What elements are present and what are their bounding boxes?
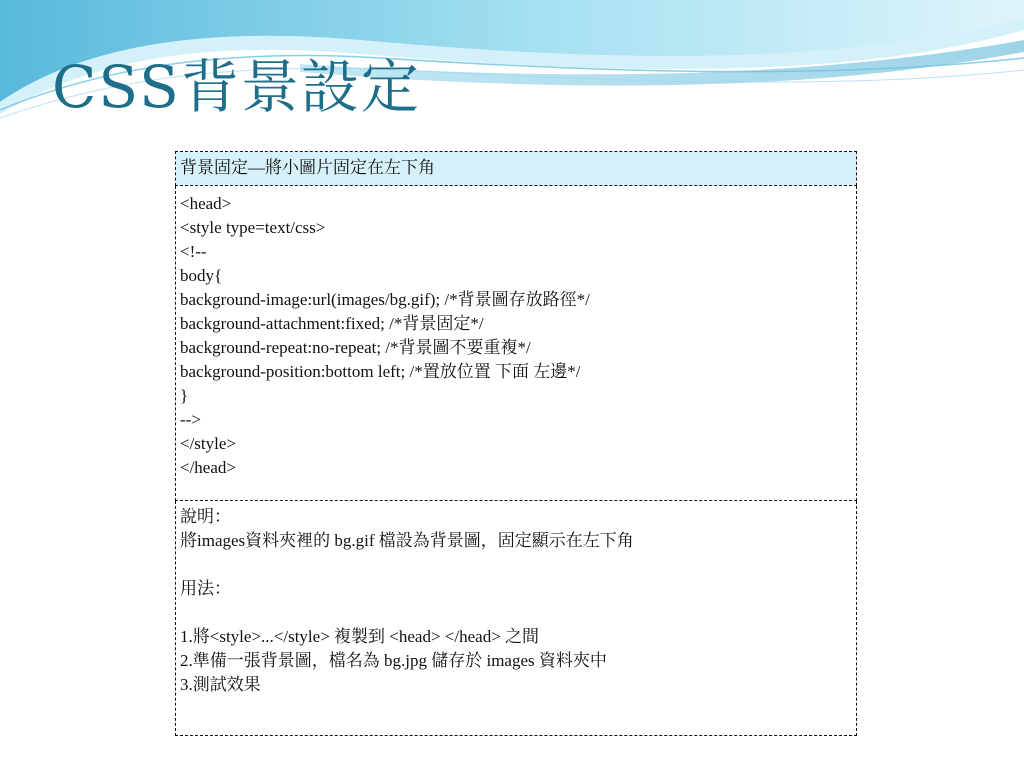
code-line: <head>	[180, 194, 232, 213]
table-header-cell	[176, 152, 857, 186]
code-row	[176, 186, 857, 501]
note-line: 用法：	[180, 579, 231, 598]
code-line: <!--	[180, 242, 207, 261]
note-line: 3.測試效果	[180, 675, 261, 694]
code-line: </head>	[180, 458, 236, 477]
code-line: background-position:bottom left; /*置放位置 下面 左邊*/	[180, 362, 581, 381]
code-block	[176, 186, 857, 501]
code-line: background-attachment:fixed; /*背景固定*/	[180, 314, 484, 333]
slide-title: CSS背景設定	[52, 53, 421, 121]
code-line: -->	[180, 410, 201, 429]
code-line: background-repeat:no-repeat; /*背景圖不要重複*/	[180, 338, 531, 357]
code-line: <style type=text/css>	[180, 218, 326, 237]
note-block	[176, 501, 857, 736]
table-header-text: 背景固定—將小圖片固定在左下角	[180, 158, 435, 177]
code-line: </style>	[180, 434, 237, 453]
note-line: 將images資料夾裡的 bg.gif 檔設為背景圖，固定顯示在左下角	[180, 531, 634, 550]
note-line: 1.將<style>...</style> 複製到 <head> </head> 之間	[180, 627, 540, 646]
note-line: 說明：	[180, 507, 231, 526]
note-line	[180, 553, 856, 577]
code-line: }	[180, 386, 189, 405]
table-header-row	[176, 152, 857, 186]
code-example-table	[175, 151, 857, 736]
note-line	[180, 601, 856, 625]
note-line: 2.準備一張背景圖，檔名為 bg.jpg 儲存於 images 資料夾中	[180, 651, 607, 670]
code-line: body{	[180, 266, 223, 285]
note-row	[176, 501, 857, 736]
code-line: background-image:url(images/bg.gif); /*背景圖存放路徑*/	[180, 290, 590, 309]
